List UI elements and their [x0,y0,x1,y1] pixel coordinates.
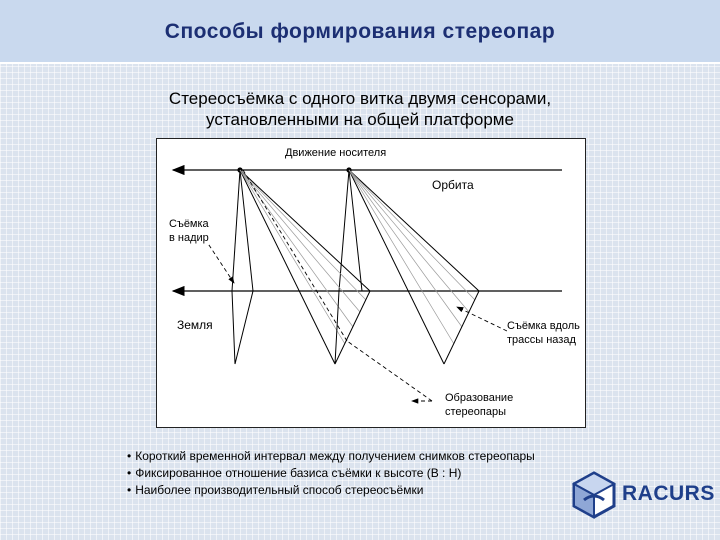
diagram-svg [157,139,585,427]
racurs-logo [570,470,715,520]
earth-label: Земля [177,318,213,332]
slide-title: Способы формирования стереопар [164,20,556,43]
nadir-label [169,217,209,245]
back-label-line-1: Съёмка вдоль [507,320,580,332]
nadir-leader [205,239,234,283]
slide-subtitle [120,88,600,130]
back-label-line-2: трассы назад [507,334,576,346]
bullet-list [127,448,627,499]
stereo-label-line-1: Образование [445,392,514,404]
title-bar [0,0,720,64]
motion-label: Движение носителя [285,147,387,159]
logo-text: RACURS [622,482,715,505]
stereo-diagram [156,138,586,428]
subtitle-line-2: установленными на общей платформе [206,110,514,129]
back-leader [457,307,507,331]
bullet-item: • Короткий временной интервал между получением снимков стереопары [127,448,627,465]
bullet-item: • Фиксированное отношение базиса съёмки к высоте (B : H) [127,465,627,482]
subtitle-line-1: Стереосъёмка с одного витка двумя сенсорами, [168,89,552,108]
stereo-label [445,391,513,419]
back-label [507,319,580,347]
stereo-leader-1 [347,341,432,401]
stereo-label-line-2: стереопары [445,406,506,418]
bullet-item: • Наиболее производительный способ стереосъёмки [127,482,627,499]
orbit-label: Орбита [432,178,474,192]
nadir-label-line-1: Съёмка [169,218,209,230]
nadir-label-line-2: в надир [169,232,209,244]
logo-cube-icon [570,470,618,520]
